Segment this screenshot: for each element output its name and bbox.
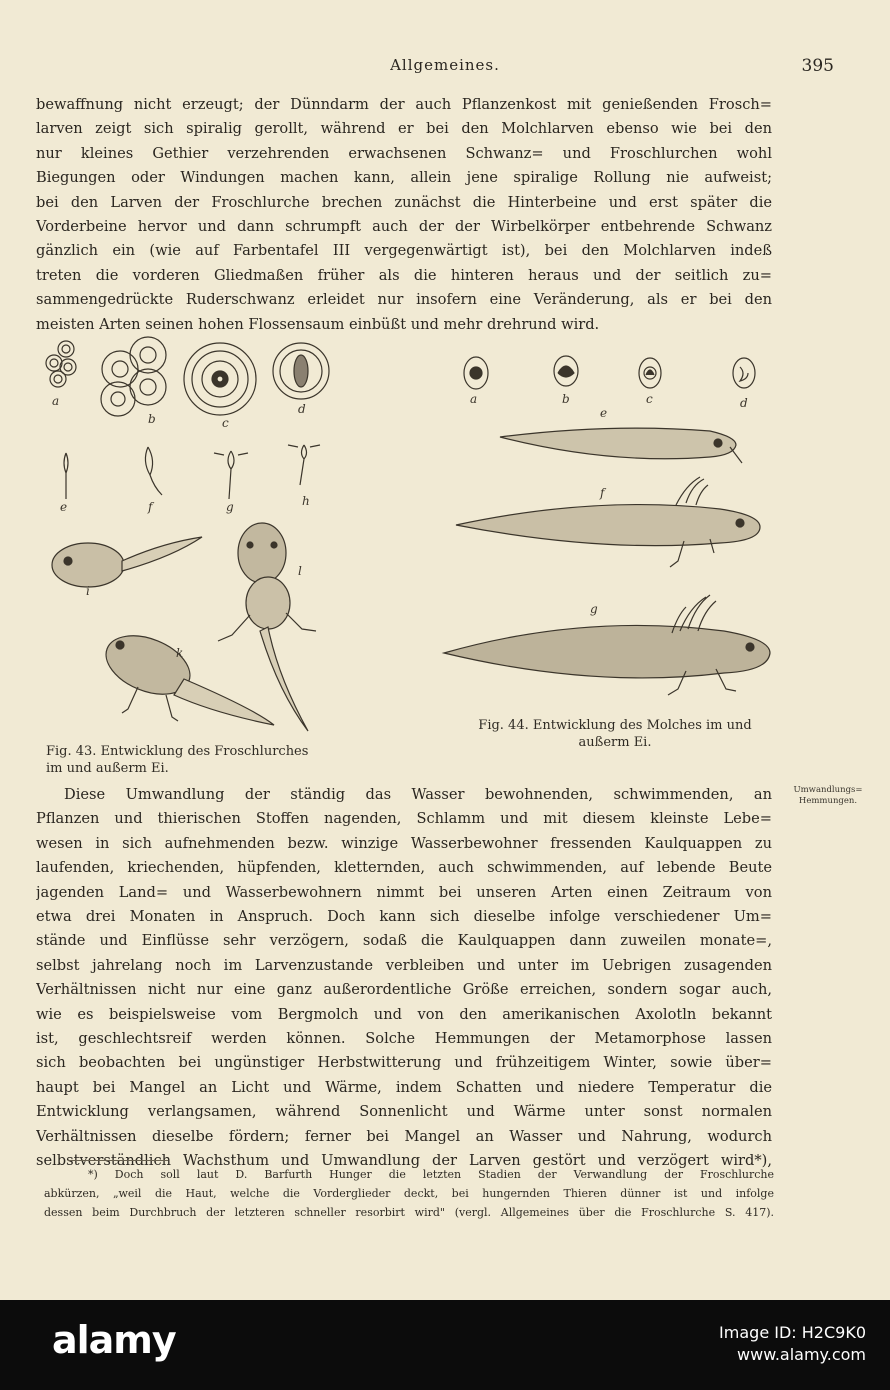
text-line: Diese Umwandlung der ständig das Wasser bewohnenden, schwimmenden, an [64, 786, 772, 803]
text-line: Entwicklung verlangsamen, während Sonnenlicht und Wärme unter sonst normalen [36, 1103, 772, 1121]
fig43-label-b: b [148, 412, 156, 426]
stock-url: www.alamy.com [737, 1345, 866, 1364]
caption-line: Fig. 43. Entwicklung des Froschlurches [46, 744, 309, 759]
margin-note-line: Hemmungen. [798, 796, 858, 806]
fig43-label-c: c [222, 416, 229, 430]
text-line: selbst jahrelang noch im Larvenzustande verbleiben und unter im Uebrigen zusagenden [36, 956, 772, 974]
text-line: laufenden, kriechenden, hüpfenden, kletternden, auch schwimmenden, auf lebende Beute [36, 859, 772, 877]
fig44-label-d: d [740, 396, 748, 410]
text-line: bei den Larven der Froschlurche brechen zunächst die Hinterbeine und erst später die [36, 193, 772, 211]
figure-43-caption [46, 743, 366, 777]
text-line: sammengedrückte Ruderschwanz erleidet nur insofern eine Veränderung, als er bei den [36, 291, 772, 309]
footnote-line: dessen beim Durchbruch der letzteren schneller resorbirt wird" (vergl. Allgemeines über die Froschlurche S. 417). [44, 1206, 774, 1219]
fig43-label-e: e [60, 500, 68, 514]
text-line: Verhältnissen nicht nur eine ganz außerordentliche Größe erreichen, sondern sogar auch, [36, 981, 772, 999]
caption-line: im und außerm Ei. [46, 761, 169, 776]
fig44-label-g: g [590, 602, 598, 616]
text-line: wesen in sich aufnehmenden bezw. winzige Wasserbewohner fressenden Kaulquappen zu [36, 834, 772, 852]
text-line: meisten Arten seinen hohen Flossensaum einbüßt und mehr drehrund wird. [36, 315, 600, 333]
header-title: Allgemeines. [390, 56, 500, 74]
fig44-label-a: a [470, 392, 478, 406]
fig43-label-i: i [86, 584, 90, 598]
text-line: Biegungen oder Windungen machen kann, allein jene spiralige Rollung nie aufweist; [36, 169, 772, 187]
footnote [44, 1165, 774, 1222]
fig44-label-f: f [600, 486, 605, 500]
text-line: gänzlich ein (wie auf Farbentafel III vergegenwärtigt ist), bei den Molchlarven indeß [36, 242, 772, 260]
stock-info [719, 1322, 866, 1366]
page-number: 395 [801, 56, 834, 76]
running-header [30, 56, 860, 80]
text-line: selbstverständlich Wachsthum und Umwandlung der Larven gestört und verzögert wird*), [36, 1152, 772, 1170]
text-line: nur kleines Gethier verzehrenden erwachsenen Schwanz= und Froschlurchen wohl [36, 144, 772, 162]
footnote-divider [68, 1160, 168, 1161]
text-line: etwa drei Monaten in Anspruch. Doch kann sich dieselbe infolge verschiedener Um= [36, 908, 772, 926]
fig44-label-c: c [646, 392, 653, 406]
figure-43 [36, 335, 376, 775]
text-line: Verhältnissen dieselbe fördern; ferner bei Mangel an Wasser und Nahrung, wodurch [36, 1127, 772, 1145]
text-line: haupt bei Mangel an Licht und Wärme, indem Schatten und niedere Temperatur die [36, 1078, 772, 1096]
fig43-label-f: f [148, 500, 153, 514]
footnote-line: *) Doch soll laut D. Barfurth Hunger die letzten Stadien der Verwandlung der Froschlurche [88, 1168, 774, 1181]
figure-44 [440, 345, 790, 755]
fig43-label-a: a [52, 394, 60, 408]
text-line: bewaffnung nicht erzeugt; der Dünndarm der auch Pflanzenkost mit genießenden Frosch= [36, 96, 772, 113]
stock-logo: alamy [52, 1318, 176, 1362]
text-line: sich beobachten bei ungünstiger Herbstwitterung und frühzeitigem Winter, sowie über= [36, 1054, 772, 1072]
fig43-label-d: d [298, 402, 306, 416]
caption-line: Fig. 44. Entwicklung des Molches im und [478, 718, 752, 733]
fig43-label-l: l [298, 564, 302, 578]
paragraph-1 [36, 93, 772, 337]
text-line: ist, geschlechtsreif werden können. Solche Hemmungen der Metamorphose lassen [36, 1030, 772, 1048]
caption-line: außerm Ei. [578, 735, 652, 750]
text-line: Pflanzen und thierischen Stoffen nagenden, Schlamm und mit diesem kleinste Lebe= [36, 810, 772, 828]
text-line: Vorderbeine hervor und dann schrumpft auch der der Wirbelkörper entbehrende Schwanz [36, 218, 772, 236]
margin-note-line: Umwandlungs= [793, 785, 863, 795]
fig43-label-k: k [176, 646, 184, 660]
figure-44-caption [455, 717, 775, 751]
newt-development-illustration [440, 345, 790, 705]
fig43-label-h: h [302, 494, 310, 508]
fig44-label-e: e [600, 406, 608, 420]
frog-development-illustration [36, 335, 376, 735]
text-line: larven zeigt sich spiralig gerollt, während er bei den Molchlarven ebenso wie bei den [36, 120, 772, 138]
text-line: wie es beispielsweise vom Bergmolch und von den amerikanischen Axolotln bekannt [36, 1005, 772, 1023]
fig43-label-g: g [226, 500, 234, 514]
footnote-line: abkürzen, „weil die Haut, welche die Vorderglieder deckt, bei hungernden Thieren dünner ist und infolge [44, 1187, 774, 1200]
text-line: treten die vorderen Gliedmaßen früher als die hinteren heraus und der seitlich zu= [36, 266, 772, 284]
paragraph-2 [36, 783, 772, 1174]
text-line: jagenden Land= und Wasserbewohnern nimmt bei unseren Arten einen Zeitraum von [36, 883, 772, 901]
margin-note [778, 785, 878, 807]
stock-image-id: Image ID: H2C9K0 [719, 1323, 866, 1342]
fig44-label-b: b [562, 392, 570, 406]
text-line: stände und Einflüsse sehr verzögern, sodaß die Kaulquappen dann zuweilen monate=, [36, 932, 772, 950]
